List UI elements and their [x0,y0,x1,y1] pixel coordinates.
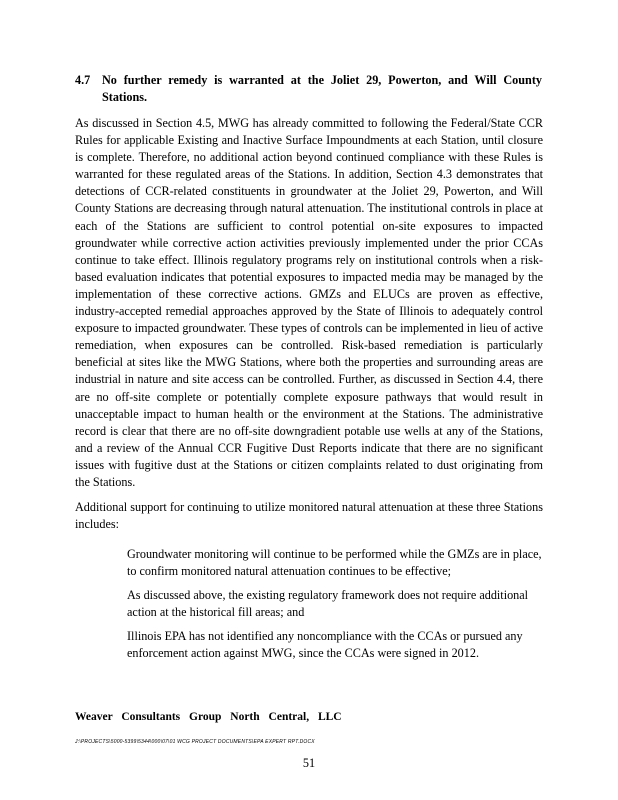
list-item-text: Illinois EPA has not identified any noncompliance with the CCAs or pursued any enforcement action against MWG, since the CCAs were signed in 2012. [127,629,523,661]
list-item-text: Groundwater monitoring will continue to be performed while the GMZs are in place, to confirm monitored natural attenuation continues to be effective; [127,547,542,579]
body-paragraph-2: Additional support for continuing to utilize monitored natural attenuation at these three Stations includes: [75,500,543,532]
footer-organization: Weaver Consultants Group North Central, LLC [75,711,342,723]
page-number: 51 [302,756,316,770]
bullet-list [75,546,545,670]
list-item [75,628,545,662]
body-paragraph-1: As discussed in Section 4.5, MWG has already committed to following the Federal/State CCR Rules for applicable Existing and Inactive Surface Impoundments at each Station, until closure is complete. Therefore, no additional action beyond continued compliance with these Rules is warranted for these regulated areas of the Stations. In addition, Section 4.3 demonstrates that detections of CCR-related constituents in groundwater at the Joliet 29, Powerton, and Will County Stations are decreasing through natural attenuation. The institutional controls in place at each of the Stations are sufficient to control potential on-site exposures to impacted groundwater while corrective action activities previously implemented under the prior CCAs continue to take effect. Illinois regulatory programs rely on institutional controls when a risk-based evaluation indicates that potential exposures to impacted media may be managed by the implementation of these corrective actions. GMZs and ELUCs are proven as effective, industry-accepted remedial approaches approved by the State of Illinois to adequately control exposure to impacted groundwater. These types of controls can be implemented in lieu of active remediation, when exposures can be controlled. Risk-based remediation is particularly beneficial at sites like the MWG Stations, where both the properties and surrounding areas are industrial in nature and site access can be controlled. Further, as discussed in Section 4.4, there are no off-site complete or potentially complete exposure pathways that would result in unacceptable impact to human health or the environment at the Stations. The administrative record is clear that there are no off-site downgradient potable use wells at any of the Stations, and a review of the Annual CCR Fugitive Dust Reports indicate that there are no significant issues with fugitive dust at the Stations or citizen complaints related to dust originating from the Stations. [75,116,543,489]
section-title: No further remedy is warranted at the Joliet 29, Powerton, and Will County Stations. [102,73,542,104]
list-item-text: As discussed above, the existing regulatory framework does not require additional action at the historical fill areas; and [127,588,529,620]
footer-file-path: J:\PROJECTS\5000-5399\5344\000\07\01 WCG PROJECT DOCUMENTS\EPA EXPERT RPT.DOCX [75,739,315,745]
list-item [75,587,545,621]
list-item [75,546,545,580]
section-number: 4.7 [75,73,91,87]
